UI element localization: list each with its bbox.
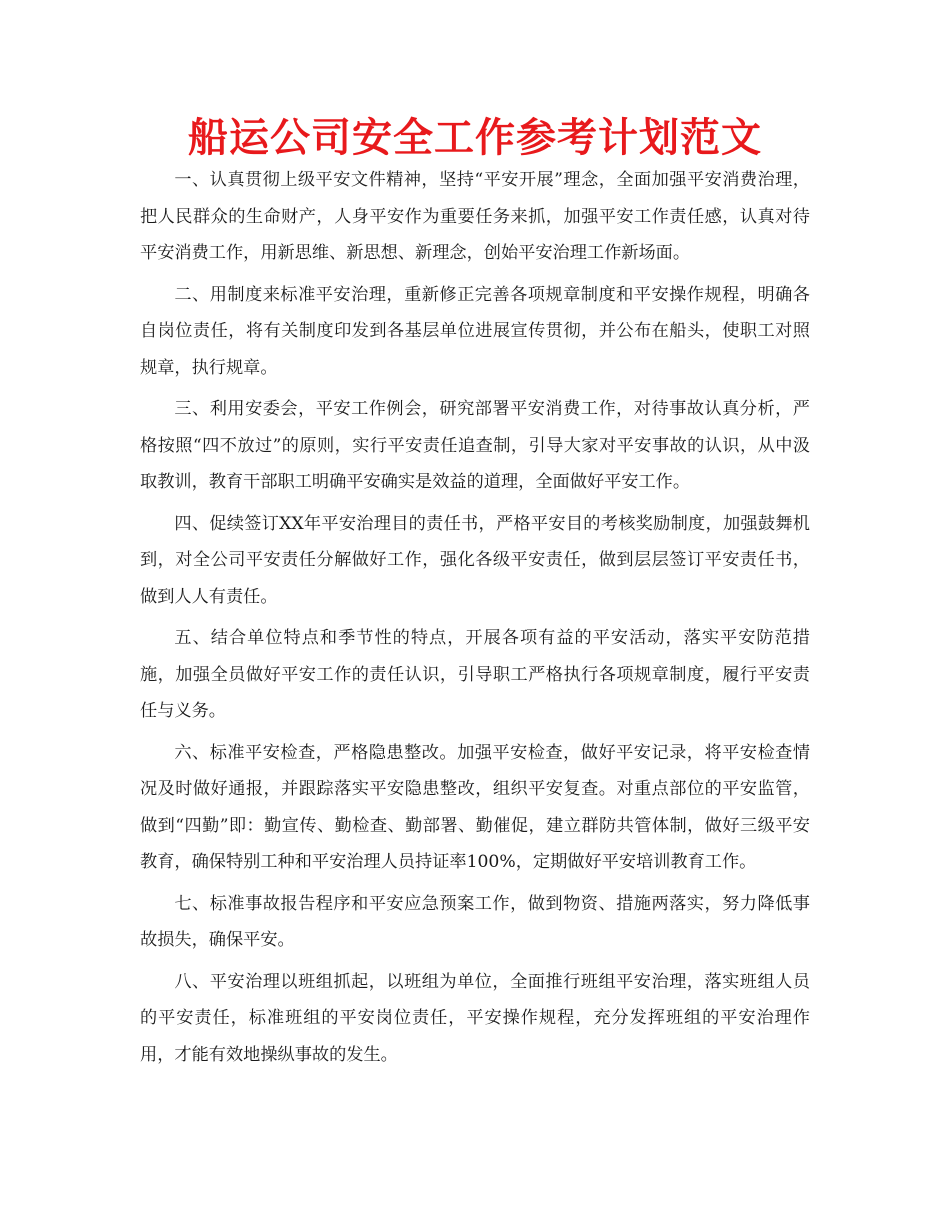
paragraph-1: 一、认真贯彻上级平安文件精神，坚持“平安开展”理念，全面加强平安消费治理，把人民群众的生命财产，人身平安作为重要任务来抓，加强平安工作责任感，认真对待平安消费工作，用新思维、新思想、新理念，创始平安治理工作新场面。 xyxy=(140,170,810,263)
paragraph-8: 八、平安治理以班组抓起，以班组为单位，全面推行班组平安治理，落实班组人员的平安责任，标准班组的平安岗位责任，平安操作规程，充分发挥班组的平安治理作用，才能有效地操纵事故的发生。 xyxy=(140,971,810,1065)
document-body xyxy=(140,162,810,1078)
paragraph-6: 六、标准平安检查，严格隐患整改。加强平安检查，做好平安记录，将平安检查情况及时做好通报，并跟踪落实平安隐患整改，组织平安复查。对重点部位的平安监管，做到“四勤”即：勤宣传、勤检查、勤部署、勤催促，建立群防共管体制，做好三级平安教育，确保特别工种和平安治理人员持证率100%，定期做好平安培训教育工作。 xyxy=(140,742,810,872)
document-title: 船运公司安全工作参考计划范文 xyxy=(188,115,762,161)
paragraph-5: 五、结合单位特点和季节性的特点，开展各项有益的平安活动，落实平安防范措施，加强全员做好平安工作的责任认识，引导职工严格执行各项规章制度，履行平安责任与义务。 xyxy=(140,628,810,721)
paragraph-2: 二、用制度来标准平安治理，重新修正完善各项规章制度和平安操作规程，明确各自岗位责任，将有关制度印发到各基层单位进展宣传贯彻，并公布在船头，使职工对照规章，执行规章。 xyxy=(140,284,810,378)
paragraph-3: 三、利用安委会，平安工作例会，研究部署平安消费工作，对待事故认真分析，严格按照“四不放过”的原则，实行平安责任追查制，引导大家对平安事故的认识，从中汲取教训，教育干部职工明确平安确实是效益的道理，全面做好平安工作。 xyxy=(140,399,810,492)
paragraph-7: 七、标准事故报告程序和平安应急预案工作，做到物资、措施两落实，努力降低事故损失，确保平安。 xyxy=(140,893,810,950)
paragraph-4: 四、促续签订XX年平安治理目的责任书，严格平安目的考核奖励制度，加强鼓舞机到，对全公司平安责任分解做好工作，强化各级平安责任，做到层层签订平安责任书，做到人人有责任。 xyxy=(140,513,810,607)
